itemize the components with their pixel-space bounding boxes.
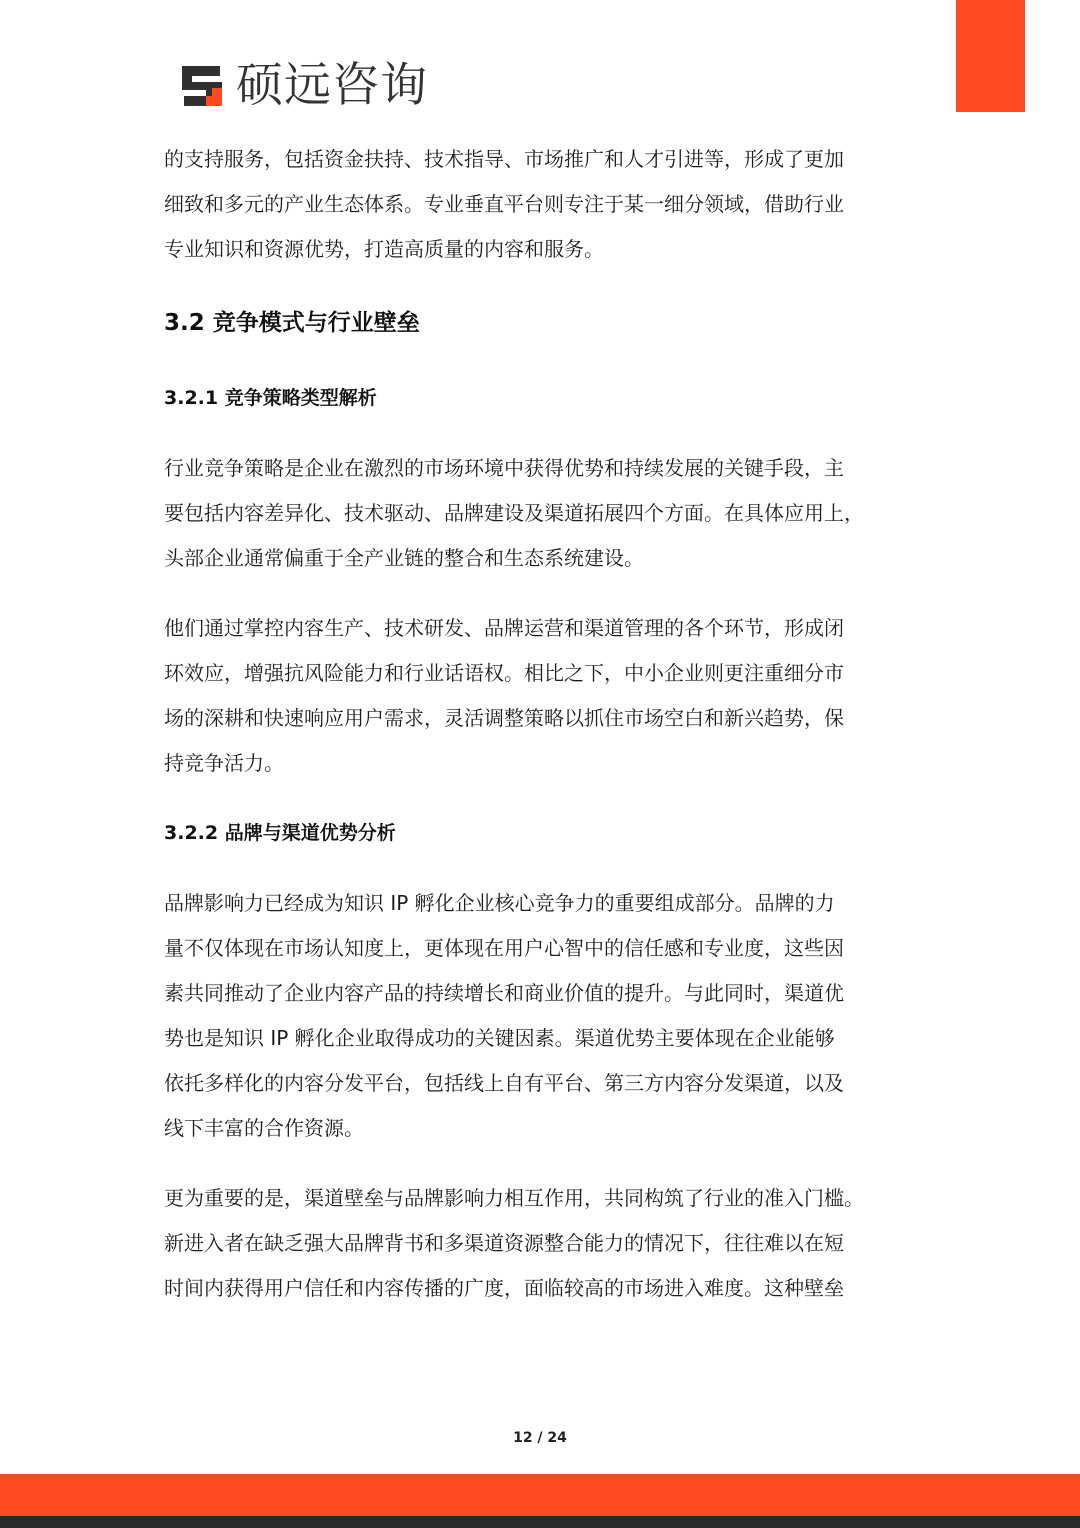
text-line: 要包括内容差异化、技术驱动、品牌建设及渠道拓展四个方面。在具体应用上，	[164, 501, 864, 525]
paragraph-channel-barriers	[164, 1176, 920, 1311]
section-title: 3.2 竞争模式与行业壁垒	[164, 310, 420, 336]
text-line: 场的深耕和快速响应用户需求，灵活调整策略以抓住市场空白和新兴趋势，保	[164, 706, 844, 730]
footer-dark-strip	[0, 1516, 1080, 1528]
text-line: 行业竞争策略是企业在激烈的市场环境中获得优势和持续发展的关键手段，主	[164, 456, 844, 480]
text-line: 势也是知识 IP 孵化企业取得成功的关键因素。渠道优势主要体现在企业能够	[164, 1026, 835, 1050]
text-line: 量不仅体现在市场认知度上，更体现在用户心智中的信任感和专业度，这些因	[164, 936, 844, 960]
page-number: 12 / 24	[513, 1430, 567, 1446]
s-letter-logo-icon	[176, 60, 228, 112]
text-line: 专业知识和资源优势，打造高质量的内容和服务。	[164, 237, 604, 261]
paragraph-brand-influence	[164, 881, 920, 1151]
text-line: 素共同推动了企业内容产品的持续增长和商业价值的提升。与此同时，渠道优	[164, 981, 844, 1005]
text-line: 更为重要的是，渠道壁垒与品牌影响力相互作用，共同构筑了行业的准入门槛。	[164, 1186, 864, 1210]
text-line: 他们通过掌控内容生产、技术研发、品牌运营和渠道管理的各个环节，形成闭	[164, 616, 844, 640]
text-line: 品牌影响力已经成为知识 IP 孵化企业核心竞争力的重要组成部分。品牌的力	[164, 891, 835, 915]
paragraph-head-vs-sme	[164, 606, 920, 786]
text-line: 依托多样化的内容分发平台，包括线上自有平台、第三方内容分发渠道，以及	[164, 1071, 844, 1095]
subsection-title-3-2-2: 3.2.2 品牌与渠道优势分析	[164, 822, 396, 844]
text-line: 持竞争活力。	[164, 751, 284, 775]
text-line: 头部企业通常偏重于全产业链的整合和生态系统建设。	[164, 546, 644, 570]
text-line: 线下丰富的合作资源。	[164, 1116, 364, 1140]
logo-text: 硕远咨询	[236, 58, 428, 113]
company-logo	[176, 58, 428, 114]
text-line: 新进入者在缺乏强大品牌背书和多渠道资源整合能力的情况下，往往难以在短	[164, 1231, 844, 1255]
text-line: 的支持服务，包括资金扶持、技术指导、市场推广和人才引进等，形成了更加	[164, 147, 844, 171]
text-line: 时间内获得用户信任和内容传播的广度，面临较高的市场进入难度。这种壁垒	[164, 1276, 844, 1300]
text-line: 环效应，增强抗风险能力和行业话语权。相比之下，中小企业则更注重细分市	[164, 661, 844, 685]
intro-paragraph	[164, 137, 920, 272]
paragraph-competition-strategy	[164, 446, 920, 581]
subsection-title-3-2-1: 3.2.1 竞争策略类型解析	[164, 387, 377, 409]
text-line: 细致和多元的产业生态体系。专业垂直平台则专注于某一细分领域，借助行业	[164, 192, 844, 216]
corner-accent-tab	[956, 0, 1025, 112]
footer-accent-bar	[0, 1474, 1080, 1516]
